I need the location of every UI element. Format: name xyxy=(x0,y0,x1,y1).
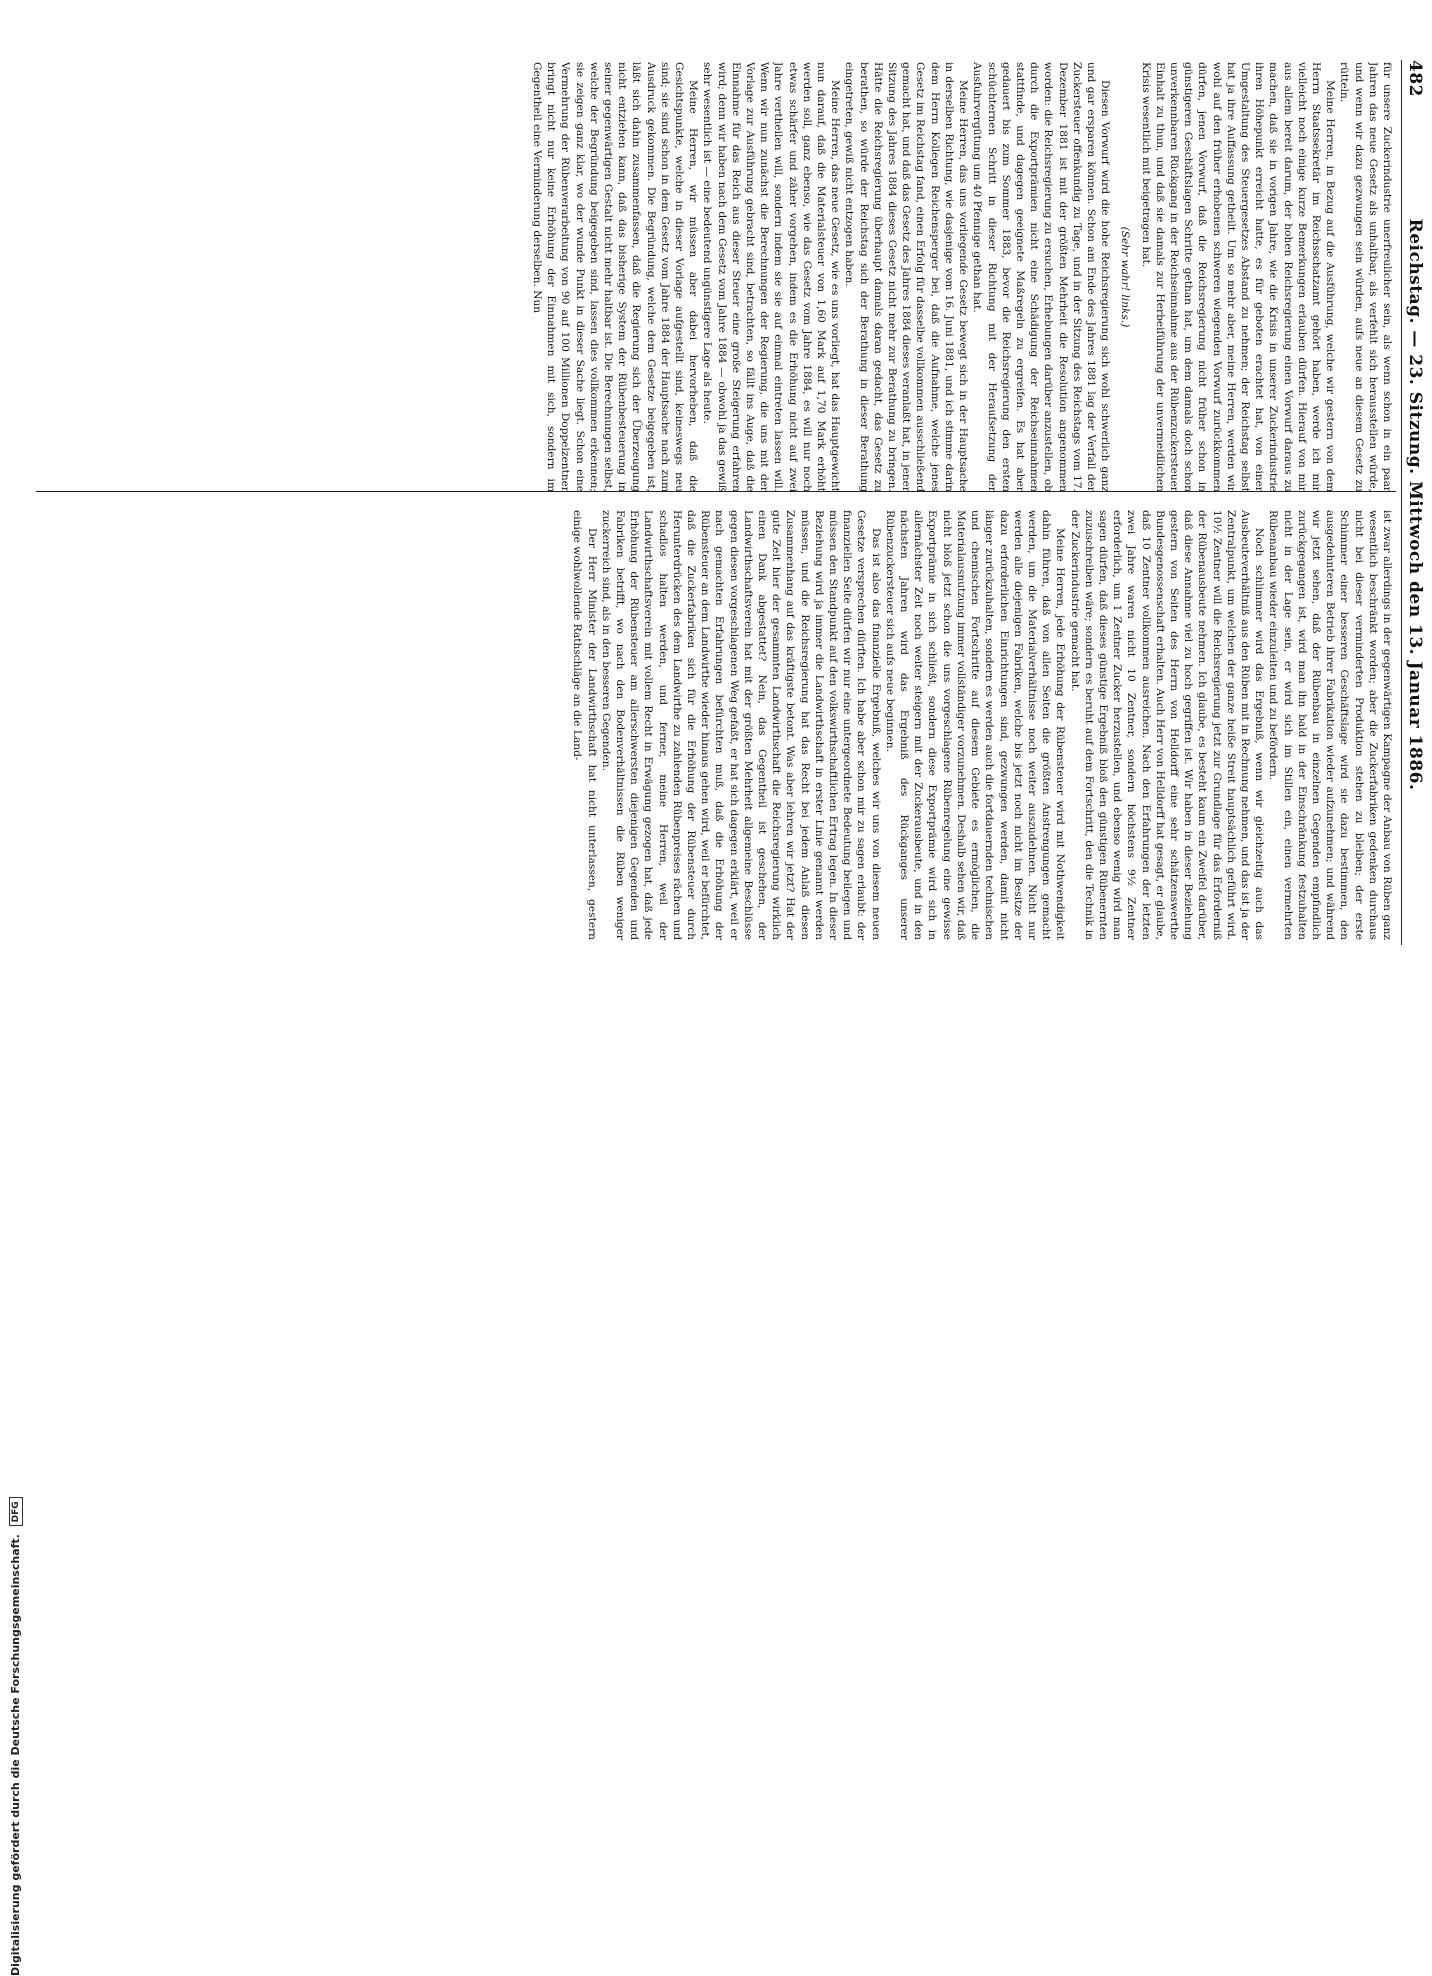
paragraph: Diesen Vorwurf wird die hohe Reichsregierung sich wohl schwerlich ganz und gar ersparen können. Schon am Ende des Jahres 1881 lag der Verfall der Zuckersteuer offenkundig zu Tage, und in der Sitzung des Reichstags vom 17. Dezember 1881 ist mit der größten Mehrheit die Resolution angenommen worden: die Reichsregierung zu ersuchen, Erhebungen darüber anzustellen, ob durch die Exportprämien nicht eine Schädigung der Reichseinnahmen stattfinde, und dagegen geeignete Maßregeln zu ergreifen. Es hat aber gedauert bis zum Sommer 1883, bevor die Reichsregierung den ersten schüchternen Schritt in dieser Richtung mit der Heraufsetzung der Ausfuhrvergütung um 40 Pfennige gethan hat. xyxy=(971,62,1112,492)
page-header xyxy=(1400,60,1430,940)
paragraph: für unsere Zuckerindustrie unerfreulicher sein, als wenn schon in ein paar Jahren das neue Gesetz als unhaltbar, als verfehlt sich herausstellen würde, und wenn wir dazu gezwungen sein würden, aufs neue an diesem Gesetz zu rütteln. xyxy=(1338,62,1393,492)
footer-credit-text: Digitalisierung gefördert durch die Deutsche Forschungsgemeinschaft. xyxy=(9,1534,22,1976)
dfg-logo: DFG xyxy=(9,1497,23,1526)
column-divider xyxy=(36,491,1396,492)
page-title: Reichstag. — 23. Sitzung. Mittwoch den 13. Januar 1886. xyxy=(1405,218,1425,791)
page-number: 482 xyxy=(1405,60,1425,97)
footer-credit xyxy=(4,976,28,1976)
footer xyxy=(0,976,1432,1976)
paragraph: Der Herr Minister der Landwirthschaft hat nicht unterlassen, gestern einige wohlwollende Rathschläge an die Land- xyxy=(571,510,598,940)
paragraph: Meine Herren, in Bezug auf die Ausführung, welche wir gestern von dem Herrn Staatssekretär im Reichsschatzamt gehört haben, werde ich mir vielleicht noch einige kurze Bemerkungen erlauben dürfen. Hierauf von mir aus allem bereit darum, der hohen Reichsregierung einen Vorwurf daraus zu machen, daß sie in vorigen Jahre, wie die Krisis in unserer Zuckerindustrie ihren Höhepunkt erreicht hatte, es für geboten erachtet hat, von einer Umgestaltung des Steuergesetzes Abstand zu nehmen; der Reichstag selbst hat ja ihre Auffassung getheilt. Um so mehr aber, meine Herren, werden wir wohl auf den früher erhobenen schweren wiegenden Vorwurf zurückkommen dürfen, jenen Vorwurf, daß die Reichsregierung nicht früher schon in günstigeren Geschäftslagen Schritte gethan hat, um dem damals doch schon unverkennbaren Rückgang in der Reichseinnahme aus der Rübenzuckersteuer Einhalt zu thun, und daß sie damals zur Herbeiführung der unvermeidlichen Krisis wesentlich mit beigetragen hat. xyxy=(1139,62,1337,492)
paragraph: Meine Herren, jede Erhöhung der Rübensteuer wird mit Nothwendigkeit dahin führen, daß von allen Seiten die größten Anstrengungen gemacht werden, um die Materialverhältnisse noch weiter auszudehnen. Nicht nur werden alle diejenigen Fabriken, welche bis jetzt noch nicht im Besitze der dazu erforderlichen Einrichtungen sind, gezwungen werden, damit nicht länger zurückzuhalten, sondern es werden auch die fortdauernden technischen und chemischen Fortschritte auf diesem Gebiete es ermöglichen, die Materialausnutzung immer vollständiger vorzunehmen. Deshalb sehen wir, daß nicht bloß jetzt schon die uns vorgeschlagene Rübenregelung eine gewisse Exportprämie in sich schließt, sondern diese Exportprämie wird sich in allernächster Zeit noch weiter steigern mit der Zuckerausbeute, und in den nächsten Jahren wird das Ergebniß des Rückganges unserer Rübenzuckersteuer sich aufs neue beginnen. xyxy=(883,510,1067,940)
paragraph: ist zwar allerdings in der gegenwärtigen Kampagne der Anbau von Rüben ganz wesentlich beschränkt worden; aber die Zuckerfabriken gedenken durchaus nicht bei dieser verminderten Produktion stehen zu bleiben; der erste Schimmer einer besseren Geschäftslage wird sie dazu bestimmen, den ausgedehnteren Betrieb ihrer Fabrikation wieder aufzunehmen; und während wir jetzt sehen, daß der Rübenbau in einzelnen Gegenden empfindlich zurückgegangen ist, wird man ihn bald in der Einschränkung festzuhalten nicht in der Lage sein, er wird sich im Stillen ein, einen vermehrten Rübenanbau wieder einzuleiten und zu befördern. xyxy=(1267,510,1393,940)
paragraph: Meine Herren, wir müssen aber dabei hervorheben, daß die Gesichtspunkte, welche in dieser Vorlage aufgestellt sind, keineswegs neu sind; sie sind schon in dem Gesetz vom Jahre 1884 der Hauptsache nach zum Ausdruck gekommen. Die Begründung, welche dem Gesetze beigegeben ist, läßt sich dahin zusammenfassen, daß die Regierung sich der Überzeugung nicht entziehen kann, daß das bisherige System der Rübenbesteuerung in seiner gegenwärtigen Gestalt nicht mehr haltbar ist. Die Berechnungen selbst, welche der Begründung beigegeben sind, lassen dies vollkommen erkennen; sie zeigen ganz klar, wo der wunde Punkt in dieser Sache liegt. Schon eine Vermehrung der Rübenverarbeitung von 90 auf 100 Millionen Doppelzentner bringt nicht nur keine Erhöhung der Einnahmen mit sich, sondern im Gegentheil eine Verminderung derselben. Nun xyxy=(531,62,700,492)
paragraph: Meine Herren, das uns vorliegende Gesetz bewegt sich in der Hauptsache in derselben Richtung, wie dasjenige vom 16. Juni 1881, und ich stimme darin dem Herrn Kollegen Reichensperger bei, daß die Aufnahme, welche jenes Gesetz im Reichstag fand, einen Erfolg für dasselbe vollkommen ausschließend gemacht hat, und daß das Gesetz des Jahres 1884 dieses veranlaßt hat, in jener Sitzung des Jahres 1884 dieses Gesetz nicht mehr zur Berathung zu bringen. Hätte die Reichsregierung überhaupt damals daran gedacht, das Gesetz zu berathen, so würde der Reichstag sich der Berathung in dieser Berathung eingetreten, gewiß nicht entzogen haben. xyxy=(843,62,970,492)
interjection: (Sehr wahr! links.) xyxy=(1119,226,1132,328)
left-column xyxy=(44,62,1394,492)
right-column xyxy=(44,510,1394,940)
paragraph: Noch schlimmer wird das Ergebniß, wenn wir gleichzeitig auch das Ausbeuteverhältniß aus den Rüben mit in Rechnung nehmen, und das ist ja der Zentralpunkt, um welchen der ganze heiße Streit hauptsächlich geführt wird. 10½ Zentner will die Reichsregierung jetzt zur Grundlage für das Erforderniß der Rübenausbeute nehmen. Ich glaube, es besteht kaum ein Zweifel darüber, daß diese Annahme viel zu hoch gegriffen ist. Wir haben in dieser Beziehung gestern von Seiten des Herrn von Helldorff eine sehr schätzenswerthe Bundesgenossenschaft erhalten. Auch Herr von Helldorff hat gesagt, er glaube, daß 10 Zentner vollkommen ausreichen. Nach den Erfahrungen der letzten zwei Jahre waren nicht 10 Zentner, sondern höchstens 9½ Zentner erforderlich, um 1 Zentner Zucker herzustellen, und ebenso wenig wird man sagen dürfen, daß dieses günstige Ergebniß bloß den günstigen Rübenernten zuzuschreiben wäre; sondern es beruht auf dem Fortschritt, den die Technik in der Zuckerindustrie gemacht hat. xyxy=(1068,510,1266,940)
paragraph: Meine Herren, das neue Gesetz, wie es uns vorliegt, hat das Hauptgewicht nun darauf, daß die Materialsteuer von 1,60 Mark auf 1,70 Mark erhöht werden soll, ganz ebenso, wie das Gesetz vom Jahre 1884, es will nur noch etwas schärfer und zäher vorgehen, indem es die Erhöhung nicht auf zwei Jahre vertheilen will, sondern indem sie sie auf einmal eintreten lassen will. Wenn wir nun zunächst die Berechnungen der Regierung, die uns mit der Vorlage zur Ausführung gebracht sind, betrachten, so fällt ins Auge, daß die Einnahme für das Reich aus dieser Steuer eine große Steigerung erfahren wird; denn wir haben nach dem Gesetz vom Jahre 1884 — obwohl ja das gewiß sehr wesentlich ist — eine bedeutend ungünstigere Lage als heute. xyxy=(701,62,842,492)
header-rule xyxy=(1401,60,1402,945)
paragraph: Das ist also das finanzielle Ergebniß, welches wir uns von diesem neuen Gesetze versprechen dürften. Ich habe aber schon mir zu sagen erlaubt: der finanziellen Seite dürfen wir nur eine untergeordnete Bedeutung beilegen und müssen den Standpunkt auf den volkswirthschaftlichen Ertrag legen. In dieser Beziehung wird ja immer die Landwirthschaft in erster Linie genannt werden müssen, und die Reichsregierung hat das Recht bei jedem Anlaß diesen Zusammenhang auf das kräftigste betont. Was aber lehren wir jetzt? Hat der gute Zeit hier der gesammten Landwirthschaft die Reichsregierung wirklich einen Dank abgestattet? Nein, das Gegentheil ist geschehen, der Landwirthschaftsverein hat mit der größten Mehrheit allgemeine Beschlüsse gegen diesen vorgeschlagenen Weg gefaßt, er hat sich dagegen erklärt, weil er nach gemachten Erfahrungen befürchten muß, daß die Erhöhung der Rübensteuer an dem Landwirthe wieder hinaus gehen wird, weil er befürchtet, daß die Zuckerfabriken sich für die Erhöhung der Rübensteuer durch Herunterdrücken des dem Landwirthe zu zahlenden Rübenpreises rächen und schadlos halten werden, und ferner, meine Herren, weil der Landwirthschaftsverein mit vollem Recht in Erwägung gezogen hat, daß jede Erhöhung der Rübensteuer am allerschwersten diejenigen Gegenden und Fabriken betrifft, wo nach den Bodenverhältnissen die Rüben weniger zuckerreich sind, als in den besseren Gegenden. xyxy=(599,510,882,940)
